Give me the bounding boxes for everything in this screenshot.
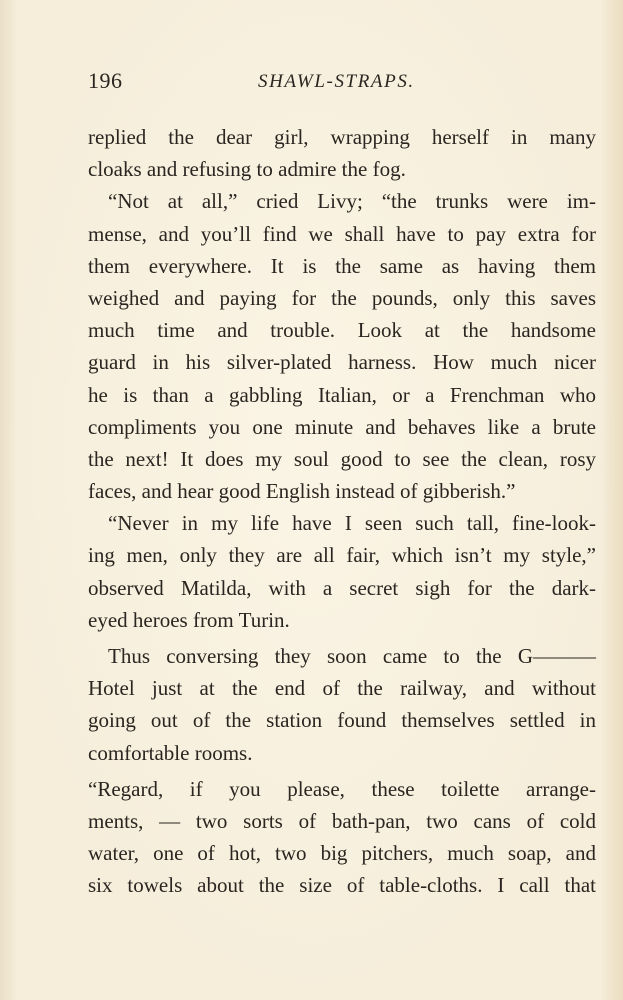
- body-text: [88, 121, 596, 902]
- text-line: observed Matilda, with a secret sigh for the dark-: [88, 575, 596, 600]
- text-line: replied the dear girl, wrapping herself in many: [88, 125, 596, 149]
- text-line: the next! It does my soul good to see the clean, rosy: [88, 446, 596, 471]
- text-line: cloaks and refusing to admire the fog.: [88, 157, 406, 182]
- text-line: he is than a gabbling Italian, or a Frenchman who: [88, 382, 596, 407]
- text-line: six towels about the size of table-cloths. I call that: [88, 873, 596, 898]
- text-line: ments, — two sorts of bath-pan, two cans of cold: [88, 808, 596, 833]
- text-line: “Regard, if you please, these toilette arrange-: [88, 776, 596, 801]
- text-line: comfortable rooms.: [88, 740, 253, 765]
- text-line: going out of the station found themselves settled in: [88, 708, 596, 733]
- text-line: “Never in my life have I seen such tall, fine-look-: [108, 511, 596, 536]
- text-line: “Not at all,” cried Livy; “the trunks were im-: [108, 189, 596, 214]
- text-line: Thus conversing they soon came to the G———: [108, 644, 596, 668]
- page-number: 196: [88, 68, 123, 93]
- text-line: water, one of hot, two big pitchers, much soap, and: [88, 841, 596, 866]
- text-line: much time and trouble. Look at the handsome: [88, 318, 596, 343]
- text-line: ing men, only they are all fair, which isn’t my style,”: [88, 543, 596, 568]
- text-line: faces, and hear good English instead of gibberish.”: [88, 479, 516, 504]
- text-line: Hotel just at the end of the railway, and without: [88, 676, 596, 701]
- text-line: guard in his silver-plated harness. How much nicer: [88, 350, 596, 375]
- text-line: them everywhere. It is the same as having them: [88, 253, 596, 278]
- text-line: weighed and paying for the pounds, only this saves: [88, 285, 596, 310]
- running-head: [88, 68, 596, 108]
- running-title: SHAWL-STRAPS.: [258, 71, 415, 92]
- text-line: compliments you one minute and behaves like a brute: [88, 414, 596, 439]
- text-line: mense, and you’ll find we shall have to pay extra for: [88, 221, 596, 246]
- text-line: eyed heroes from Turin.: [88, 607, 290, 632]
